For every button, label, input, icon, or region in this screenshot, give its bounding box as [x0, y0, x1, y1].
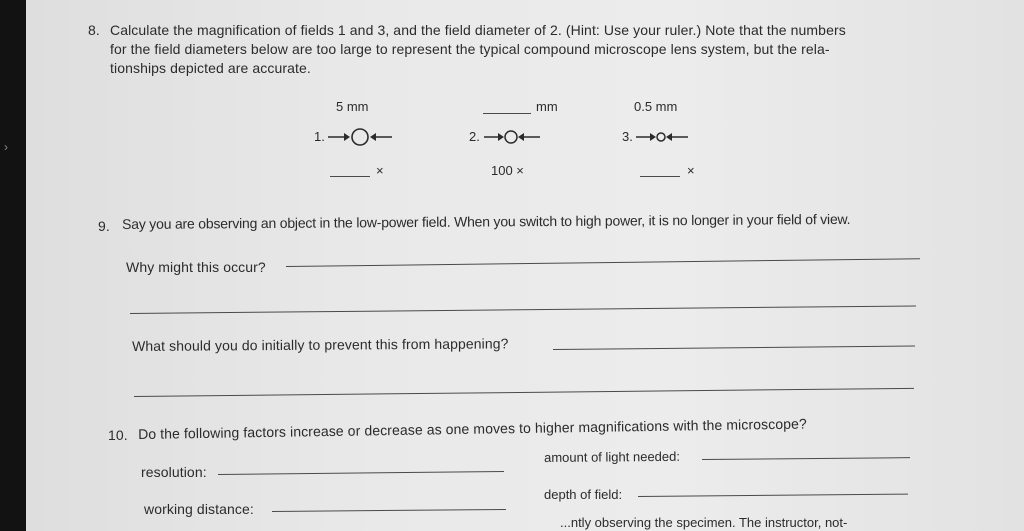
- q10-text: Do the following factors increase or decrease as one moves to higher magnifications with the microscope?: [138, 415, 807, 442]
- resolution-label: resolution:: [141, 464, 207, 480]
- field1-diagram: [326, 127, 396, 147]
- field1-mag-blank: [330, 176, 370, 177]
- cutoff-text: ...ntly observing the specimen. The instructor, not-: [560, 515, 848, 530]
- field3-mag-x: ×: [687, 163, 695, 178]
- field2-label: 2.: [469, 129, 480, 144]
- field3-diagram: [634, 127, 694, 147]
- depth-label: depth of field:: [544, 487, 623, 502]
- q8-line-2: for the field diameters below are too large to represent the typical compound microscope lens system, but the rela-: [110, 41, 830, 57]
- field3-label: 3.: [622, 129, 633, 144]
- field2-diameter-blank: [483, 113, 531, 114]
- q9-text: Say you are observing an object in the low-power field. When you switch to high power, it is no longer in your field of view.: [122, 210, 851, 232]
- field3-mag-blank: [640, 176, 680, 177]
- field1-diameter: 5 mm: [336, 99, 369, 114]
- field1-mag-x: ×: [376, 163, 384, 178]
- q8-line-1: Calculate the magnification of fields 1 and 3, and the field diameter of 2. (Hint: Use your ruler.) Note that the numbers: [110, 22, 846, 38]
- field2-diagram: [482, 127, 548, 147]
- q9-prevent-prompt: What should you do initially to prevent this from happening?: [132, 335, 509, 354]
- q10-number: 10.: [108, 427, 128, 443]
- q8-line-3: tionships depicted are accurate.: [110, 60, 311, 76]
- page-edge-mark: ›: [4, 140, 8, 154]
- field1-label: 1.: [314, 129, 325, 144]
- field3-diameter: 0.5 mm: [634, 99, 678, 114]
- light-label: amount of light needed:: [544, 448, 681, 465]
- field2-diameter-unit: mm: [536, 99, 558, 114]
- working-distance-label: working distance:: [144, 501, 254, 517]
- q9-number: 9.: [98, 218, 110, 234]
- q8-number: 8.: [88, 22, 100, 38]
- field2-mag: 100 ×: [491, 163, 524, 178]
- q9-why-prompt: Why might this occur?: [126, 259, 266, 275]
